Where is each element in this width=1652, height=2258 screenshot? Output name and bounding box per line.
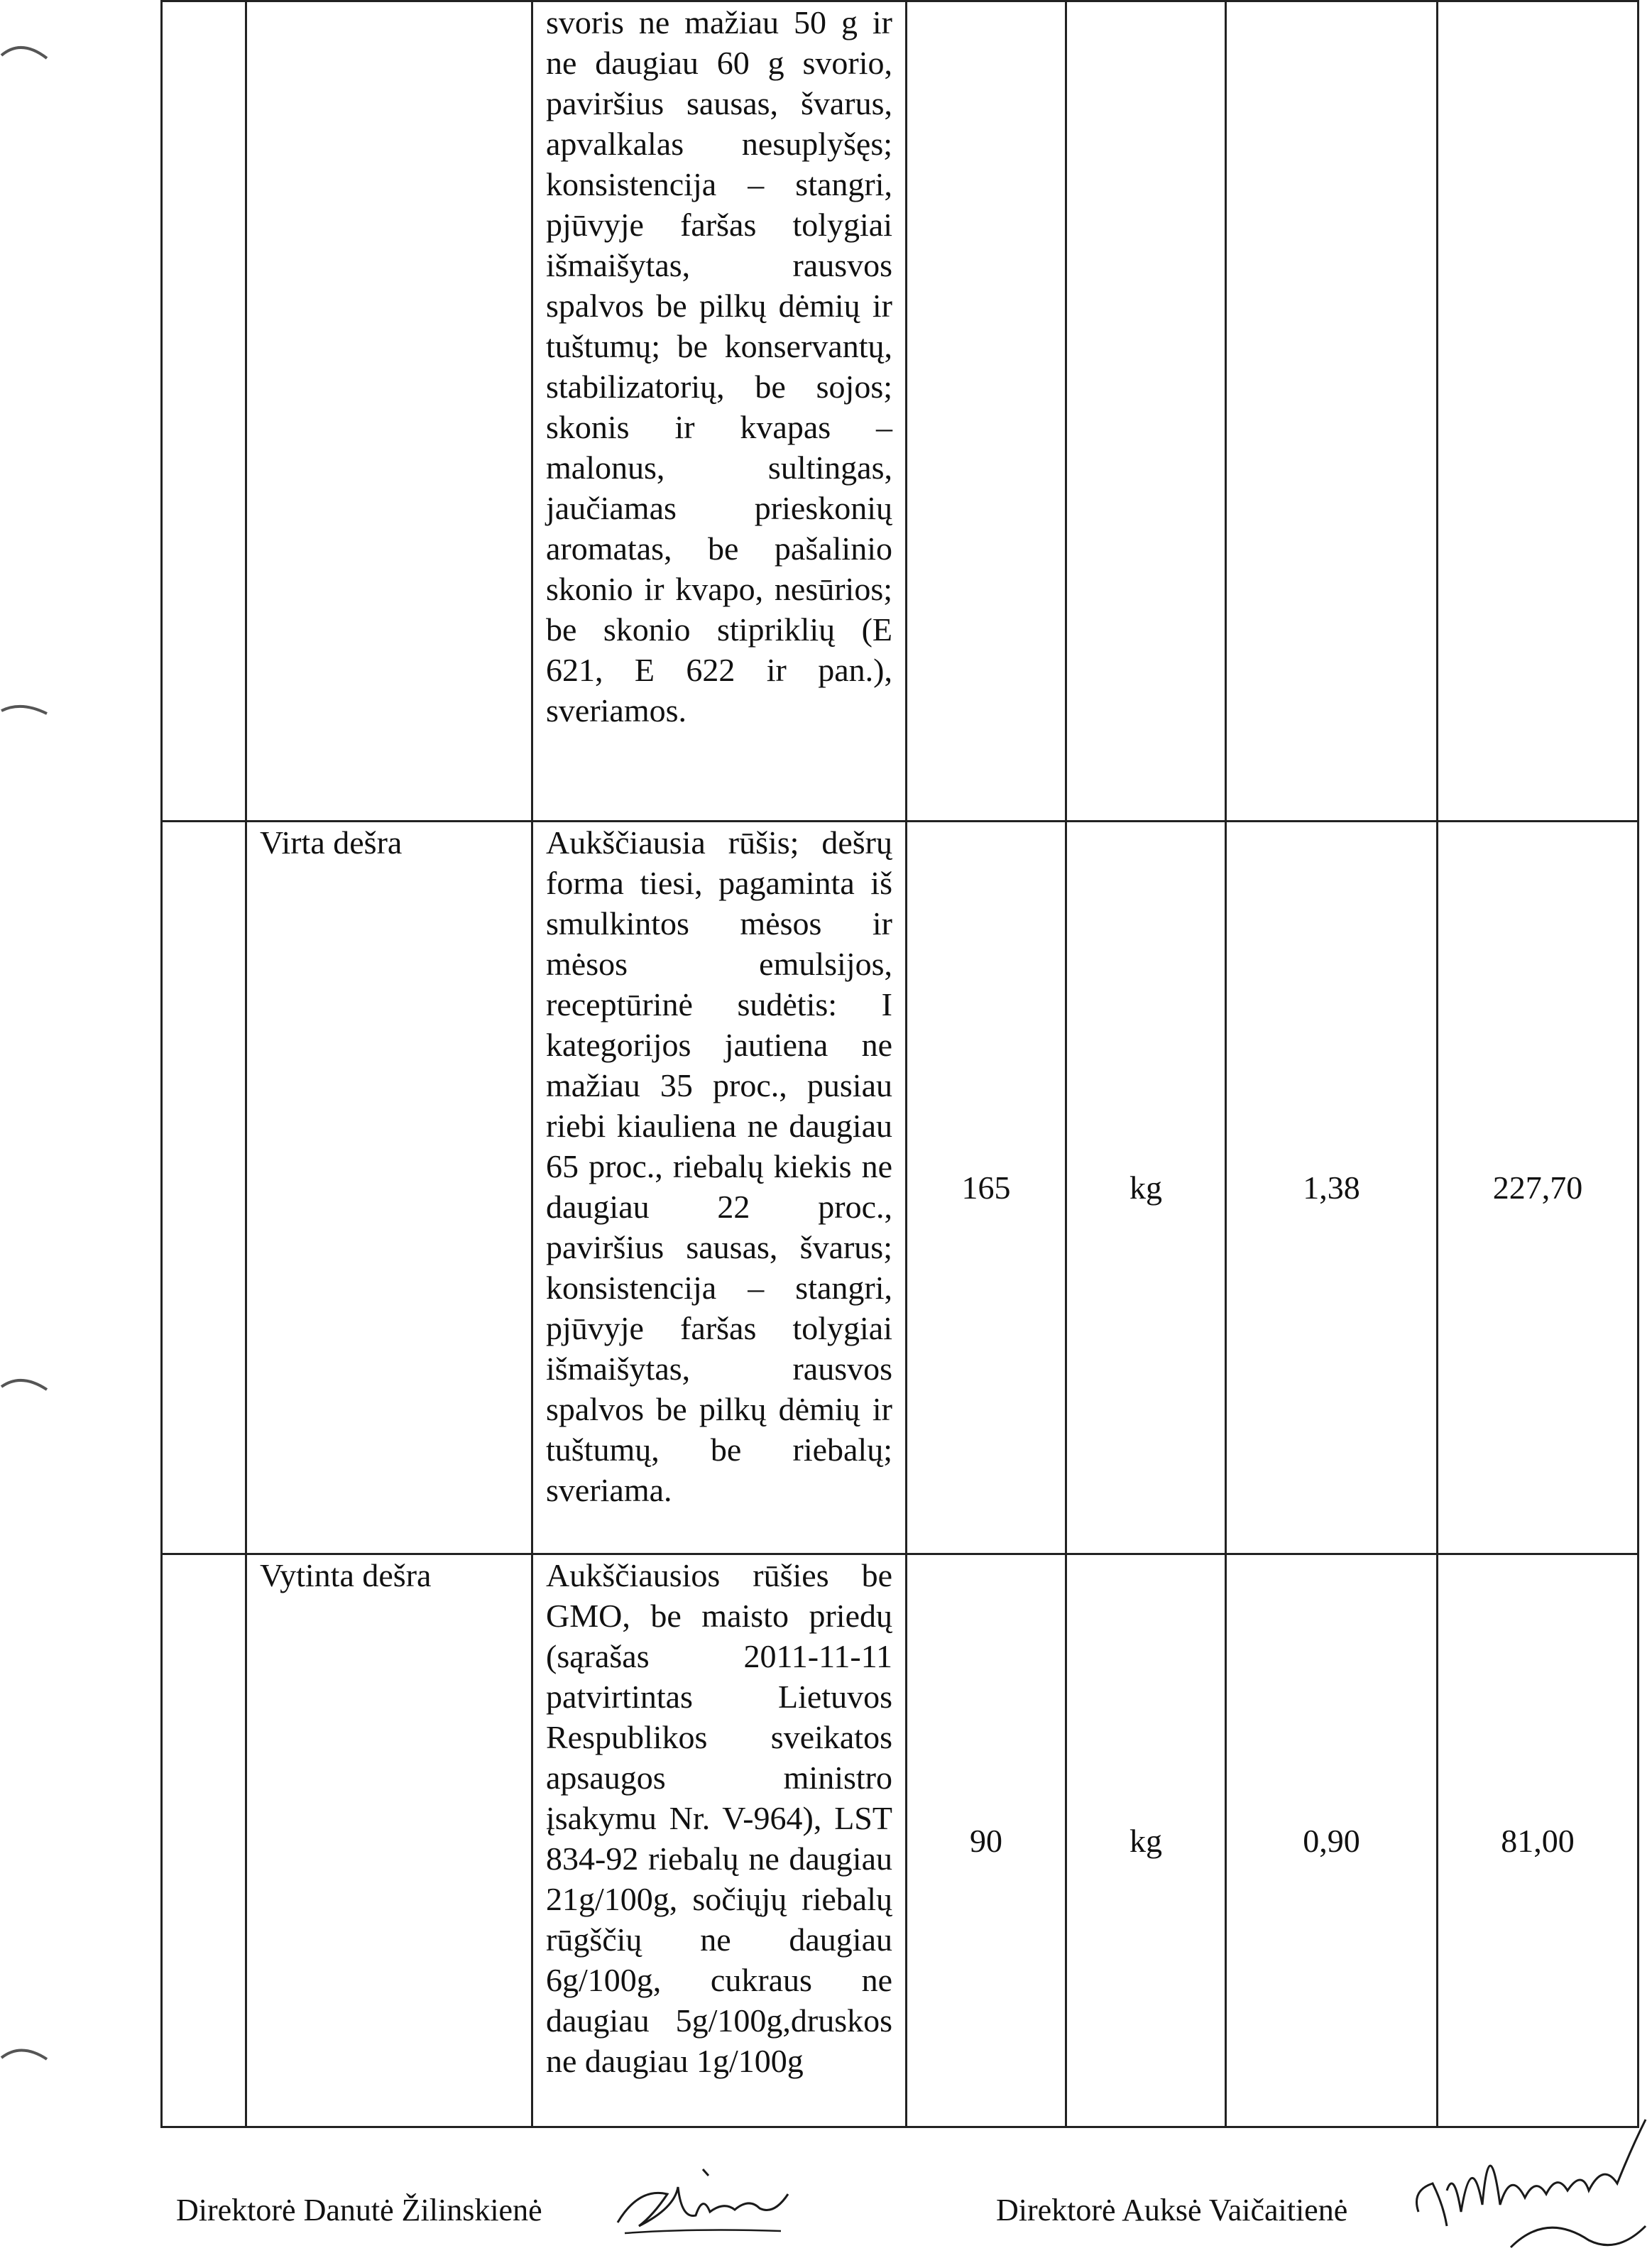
signature-row [176, 2183, 1631, 2247]
row-index-cell [162, 1554, 246, 2127]
punch-hole-mark [0, 1367, 50, 1395]
row-index-cell [162, 822, 246, 1554]
punch-hole-mark [0, 2038, 50, 2066]
handwritten-signature-right [1404, 2105, 1652, 2254]
punch-hole-mark [0, 36, 50, 64]
table-row [162, 1554, 1639, 2127]
unit-price-cell: 0,90 [1226, 1554, 1438, 2127]
unit-price-cell [1226, 1, 1438, 822]
product-description-cell: svoris ne mažiau 50 g ir ne daugiau 60 g svorio, paviršius sausas, švarus, apvalkalas nesuplyšęs; konsistencija – stangri, pjūvyje faršas tolygiai išmaišytas, rausvos spalvos be pilkų dėmių ir tuštumų; be konservantų, stabilizatorių, be sojos; skonis ir kvapas – malonus, sultingas, jaučiamas prieskonių aromatas, be pašalinio skonio ir kvapo, nesūrios; be skonio stipriklių (E 621, E 622 ir pan.), sveriamos. [532, 1, 907, 822]
handwritten-signature-left [611, 2166, 802, 2244]
row-index-cell [162, 1, 246, 822]
total-price-cell: 81,00 [1438, 1554, 1639, 2127]
quantity-cell [907, 1, 1066, 822]
table-row [162, 1, 1639, 822]
product-spec-table [160, 0, 1639, 2128]
product-description-cell: Aukščiausios rūšies be GMO, be maisto priedų (sąrašas 2011-11-11 patvirtintas Lietuvos Respublikos sveikatos apsaugos ministro įsakymu Nr. V-964), LST 834-92 riebalų ne daugiau 21g/100g, sočiųjų riebalų rūgščių ne daugiau 6g/100g, cukraus ne daugiau 5g/100g,druskos ne daugiau 1g/100g [532, 1554, 907, 2127]
signatory-right: Direktorė Auksė Vaičaitienė [996, 2193, 1348, 2227]
unit-cell [1066, 1, 1226, 822]
product-name-cell: Vytinta dešra [246, 1554, 532, 2127]
product-description-cell: Aukščiausia rūšis; dešrų forma tiesi, pagaminta iš smulkintos mėsos ir mėsos emulsijos, receptūrinė sudėtis: I kategorijos jautiena ne mažiau 35 proc., pusiau riebi kiauliena ne daugiau 65 proc., riebalų kiekis ne daugiau 22 proc., paviršius sausas, švarus; konsistencija – stangri, pjūvyje faršas tolygiai išmaišytas, rausvos spalvos be pilkų dėmių ir tuštumų, be riebalų; sveriama. [532, 822, 907, 1554]
product-name-cell [246, 1, 532, 822]
total-price-cell: 227,70 [1438, 822, 1639, 1554]
product-name-cell: Virta dešra [246, 822, 532, 1554]
quantity-cell: 90 [907, 1554, 1066, 2127]
unit-price-cell: 1,38 [1226, 822, 1438, 1554]
punch-hole-mark [0, 692, 50, 721]
unit-cell: kg [1066, 822, 1226, 1554]
signatory-left: Direktorė Danutė Žilinskienė [176, 2193, 542, 2227]
table-row [162, 822, 1639, 1554]
quantity-cell: 165 [907, 822, 1066, 1554]
unit-cell: kg [1066, 1554, 1226, 2127]
total-price-cell [1438, 1, 1639, 822]
